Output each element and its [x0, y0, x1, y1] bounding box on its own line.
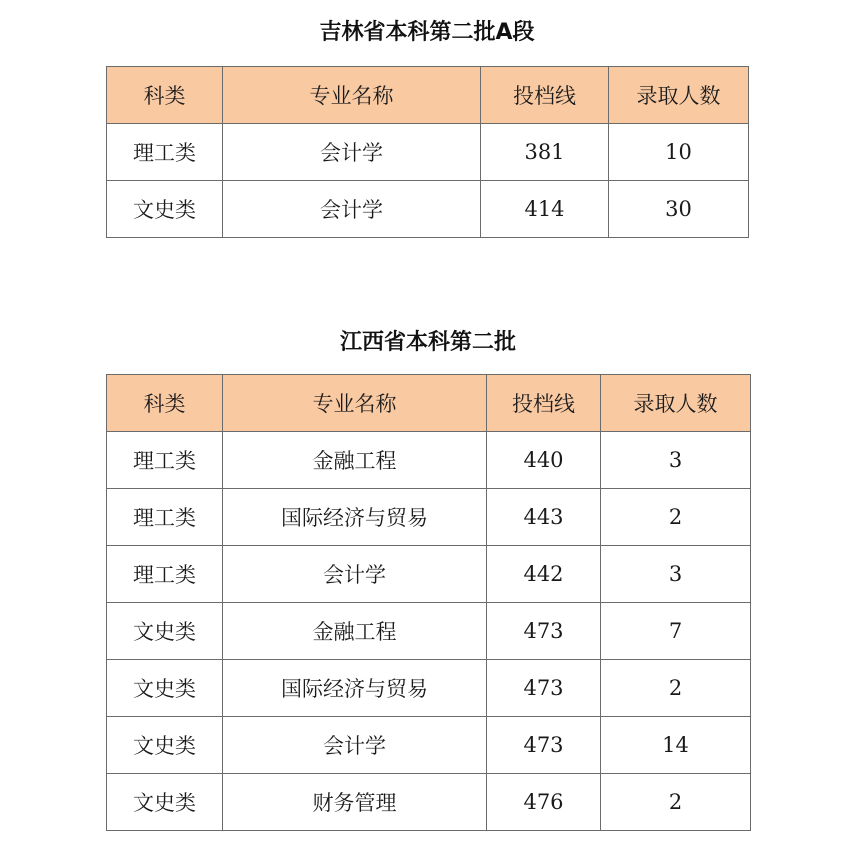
- table-row: [107, 432, 751, 489]
- jiangxi-table-block: [106, 328, 751, 831]
- jiangxi-table-title: 江西省本科第二批: [339, 330, 516, 355]
- cell-admitted-count: 2: [601, 489, 751, 546]
- cell-major: 财务管理: [223, 774, 487, 831]
- cell-major: 金融工程: [223, 603, 487, 660]
- cell-category: 理工类: [107, 432, 223, 489]
- cell-major: 会计学: [223, 717, 487, 774]
- header-major: 专业名称: [223, 375, 487, 432]
- table-row: [107, 546, 751, 603]
- jilin-score-table: [106, 66, 749, 238]
- cell-admitted-count: 30: [609, 181, 749, 238]
- table-row: [107, 489, 751, 546]
- header-admitted-count: 录取人数: [601, 375, 751, 432]
- cell-cutoff-score: 414: [481, 181, 609, 238]
- cell-category: 文史类: [107, 774, 223, 831]
- jilin-table-block: [106, 18, 749, 238]
- cell-cutoff-score: 473: [487, 717, 601, 774]
- cell-major: 会计学: [223, 124, 481, 181]
- table-row: [107, 717, 751, 774]
- header-category: 科类: [107, 375, 223, 432]
- cell-cutoff-score: 476: [487, 774, 601, 831]
- jilin-table-title: 吉林省本科第二批A段: [319, 20, 535, 45]
- table-row: [107, 181, 749, 238]
- cell-category: 理工类: [107, 489, 223, 546]
- cell-category: 文史类: [107, 717, 223, 774]
- header-cutoff-score: 投档线: [481, 67, 609, 124]
- header-cutoff-score: 投档线: [487, 375, 601, 432]
- cell-admitted-count: 2: [601, 774, 751, 831]
- cell-major: 金融工程: [223, 432, 487, 489]
- table-row: [107, 774, 751, 831]
- table-row: [107, 124, 749, 181]
- cell-cutoff-score: 381: [481, 124, 609, 181]
- header-major: 专业名称: [223, 67, 481, 124]
- cell-admitted-count: 10: [609, 124, 749, 181]
- table-row: [107, 660, 751, 717]
- table-header-row: [107, 375, 751, 432]
- cell-major: 国际经济与贸易: [223, 489, 487, 546]
- cell-major: 会计学: [223, 546, 487, 603]
- cell-cutoff-score: 442: [487, 546, 601, 603]
- cell-cutoff-score: 473: [487, 660, 601, 717]
- jiangxi-score-table: [106, 374, 751, 831]
- cell-category: 理工类: [107, 124, 223, 181]
- header-admitted-count: 录取人数: [609, 67, 749, 124]
- cell-cutoff-score: 440: [487, 432, 601, 489]
- cell-admitted-count: 14: [601, 717, 751, 774]
- cell-category: 文史类: [107, 181, 223, 238]
- table-header-row: [107, 67, 749, 124]
- header-category: 科类: [107, 67, 223, 124]
- cell-category: 理工类: [107, 546, 223, 603]
- cell-admitted-count: 7: [601, 603, 751, 660]
- cell-category: 文史类: [107, 660, 223, 717]
- cell-cutoff-score: 443: [487, 489, 601, 546]
- cell-admitted-count: 2: [601, 660, 751, 717]
- cell-admitted-count: 3: [601, 432, 751, 489]
- cell-major: 会计学: [223, 181, 481, 238]
- table-row: [107, 603, 751, 660]
- cell-category: 文史类: [107, 603, 223, 660]
- cell-cutoff-score: 473: [487, 603, 601, 660]
- cell-admitted-count: 3: [601, 546, 751, 603]
- cell-major: 国际经济与贸易: [223, 660, 487, 717]
